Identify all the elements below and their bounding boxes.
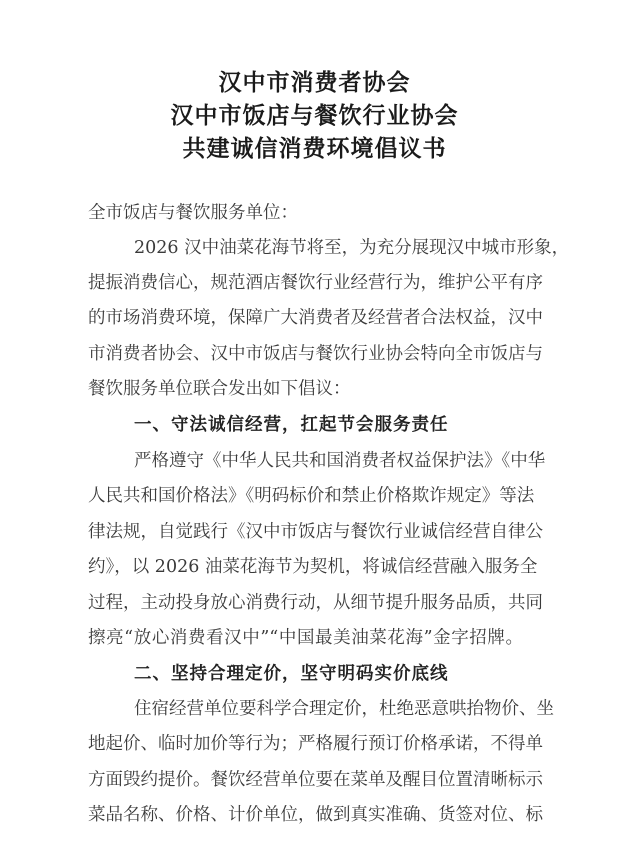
title-line-1: 汉中市消费者协会	[218, 69, 411, 96]
text-line: 过程，主动投身放心消费行动，从细节提升服务品质，共同	[88, 593, 543, 613]
text-line: 严格遵守《中华人民共和国消费者权益保护法》《中华	[134, 451, 546, 471]
text-line: 住宿经营单位要科学合理定价，杜绝恶意哄抬物价、坐	[134, 699, 554, 719]
text-line: 擦亮“放心消费看汉中”“中国最美油菜花海”金字招牌。	[88, 628, 523, 648]
title-line-2: 汉中市饭店与餐饮行业协会	[170, 102, 459, 129]
text-line: 地起价、临时加价等行为；严格履行预订价格承诺，不得单	[88, 734, 543, 754]
text-line: 方面毁约提价。餐饮经营单位要在菜单及醒目位置清晰标示	[88, 770, 543, 790]
text-line: 人民共和国价格法》《明码标价和禁止价格欺诈规定》等法	[88, 486, 535, 506]
text-line: 2026 汉中油菜花海节将至，为充分展现汉中城市形象，	[134, 238, 570, 258]
text-line: 市消费者协会、汉中市饭店与餐饮行业协会特向全市饭店与	[88, 344, 543, 364]
text-line: 菜品名称、价格、计价单位，做到真实准确、货签对位、标	[88, 805, 543, 825]
text-line: 提振消费信心，规范酒店餐饮行业经营行为，维护公平有序	[88, 273, 543, 293]
text-line: 约》，以 2026 油菜花海节为契机，将诚信经营融入服务全	[88, 557, 538, 577]
text-line: 的市场消费环境，保障广大消费者及经营者合法权益，汉中	[88, 308, 543, 328]
section-1-heading: 一、守法诚信经营，扛起节会服务责任	[134, 415, 449, 435]
text-line: 律法规，自觉践行《汉中市饭店与餐饮行业诚信经营自律公	[88, 522, 543, 542]
salutation: 全市饭店与餐饮服务单位：	[88, 203, 298, 223]
section-2-heading: 二、坚持合理定价，坚守明码实价底线	[134, 664, 449, 684]
text-line: 餐饮服务单位联合发出如下倡议：	[88, 379, 351, 399]
title-line-3: 共建诚信消费环境倡议书	[182, 135, 447, 162]
